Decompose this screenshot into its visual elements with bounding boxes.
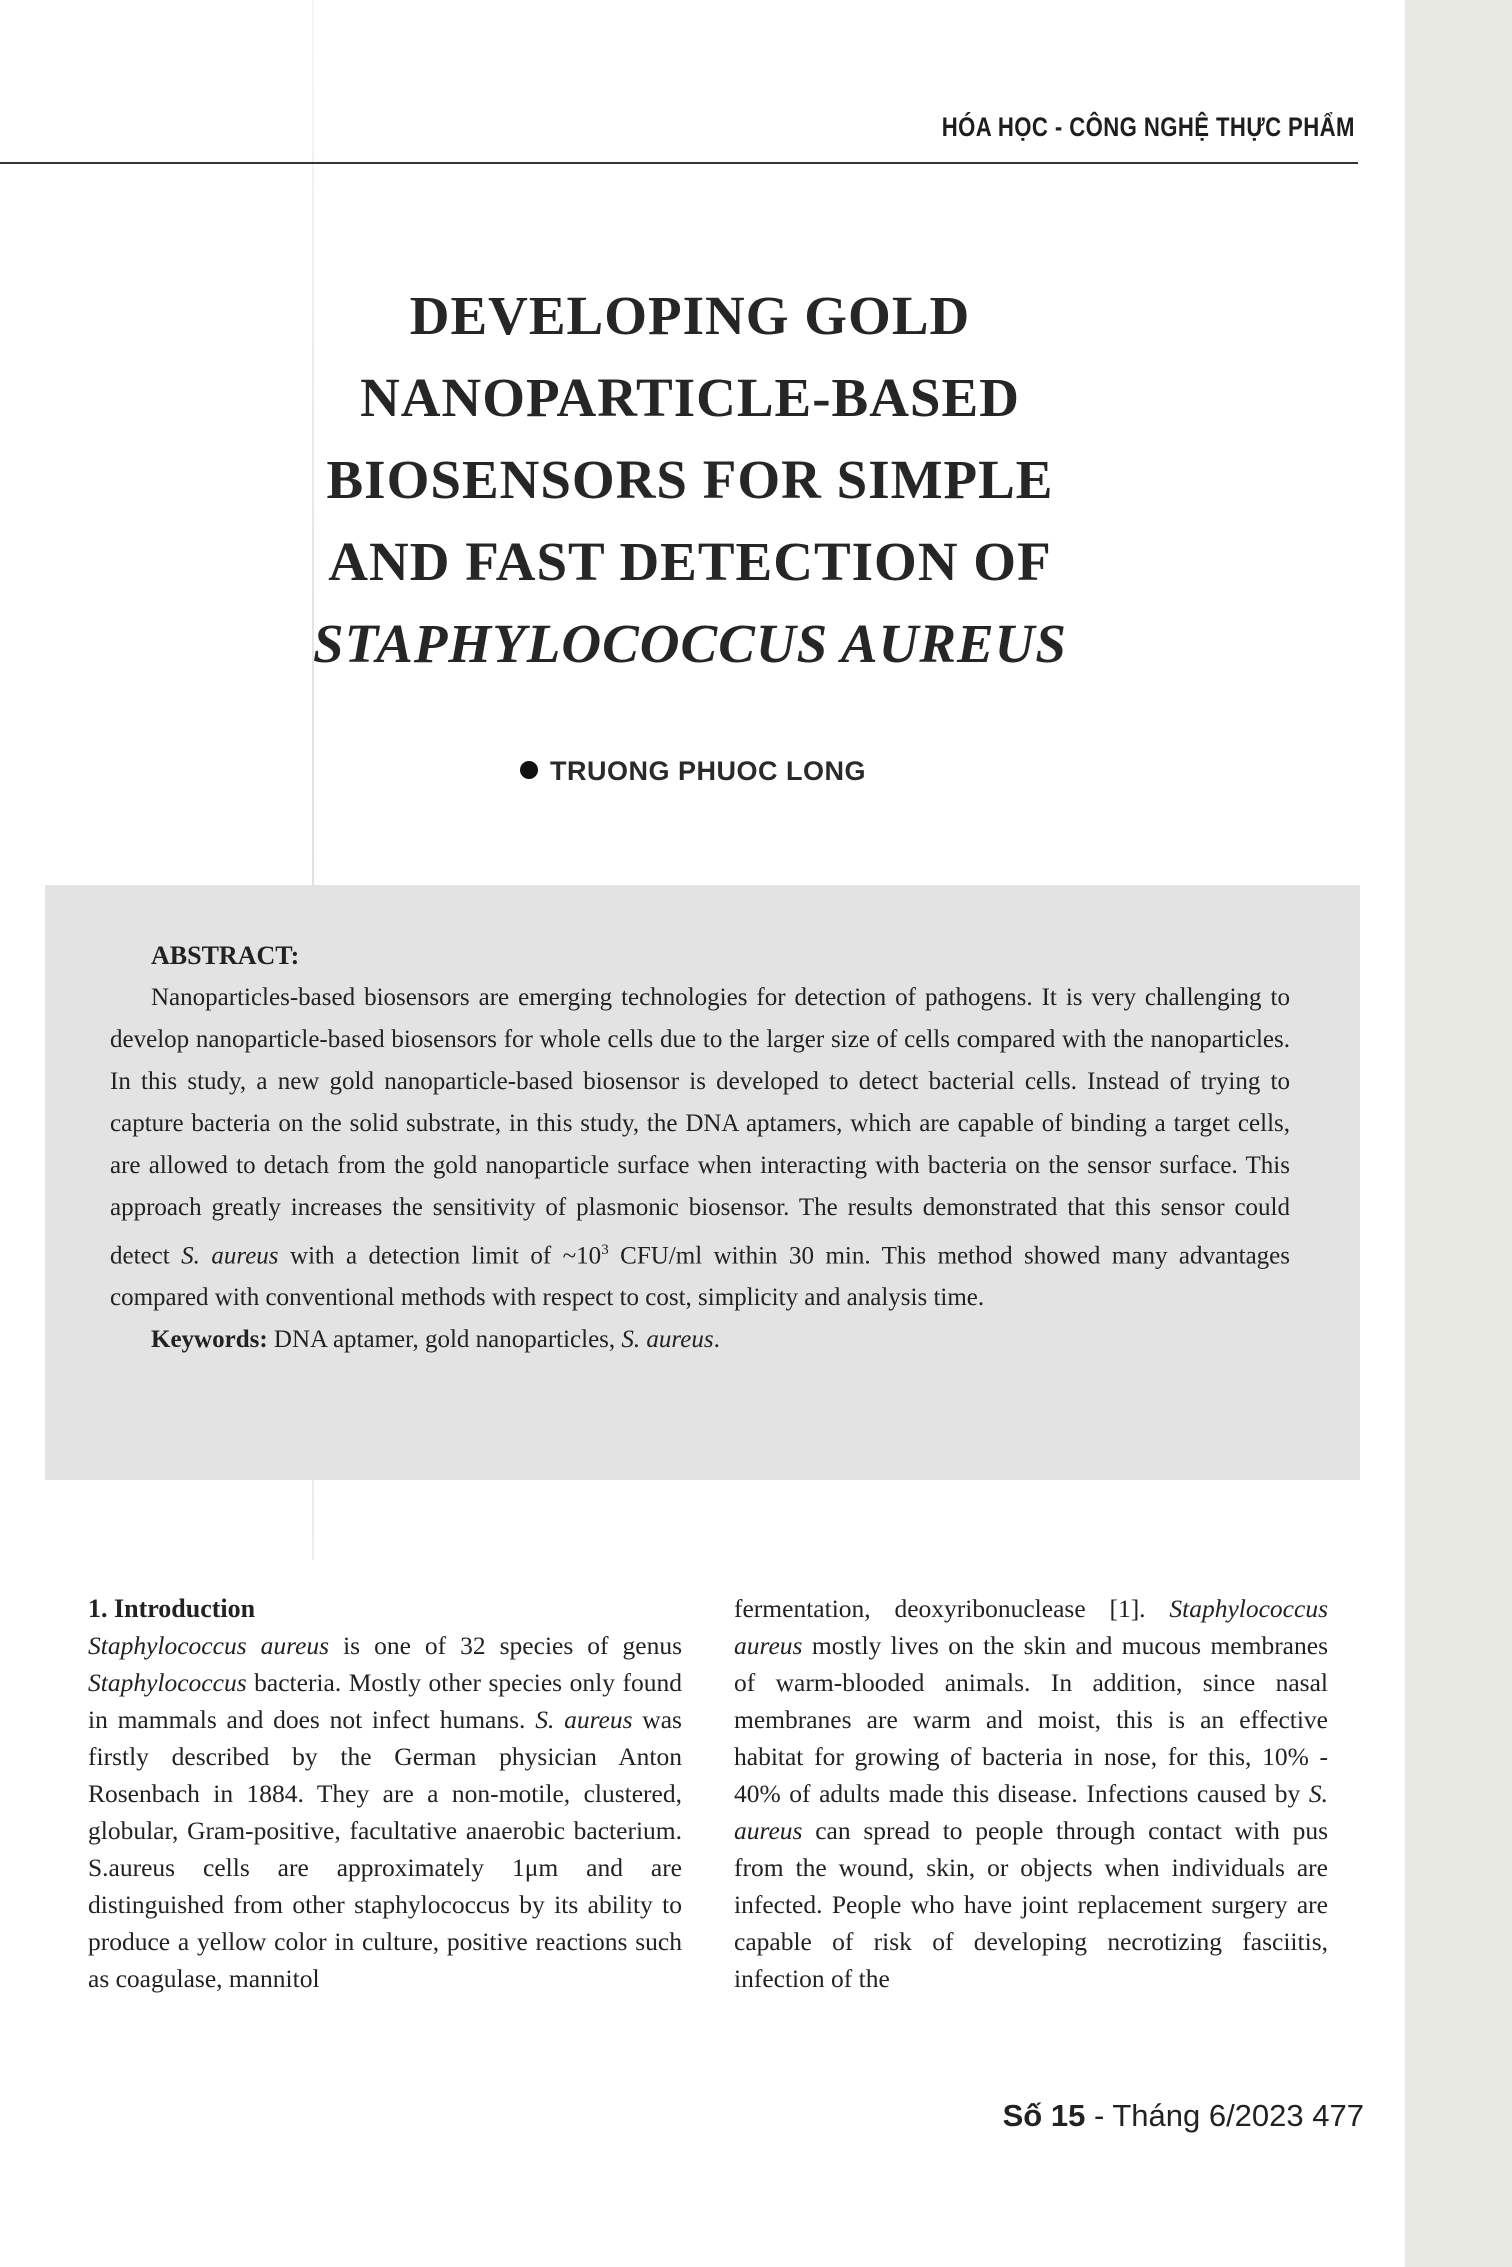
title-line: BIOSENSORS FOR SIMPLE (326, 449, 1054, 510)
paragraph-text: mostly lives on the skin and mucous membranes of warm-blooded animals. In addition, since nasal membranes are warm and moist, this is an effective habitat for growing of bacteria in nose, for this, 10% - 40% of adults made this disease. Infections caused by (734, 1631, 1328, 1808)
body-column-left (88, 1590, 682, 1997)
paragraph-text: bacteria. Mostly other species only found in mammals and does not infect humans. (88, 1668, 682, 1734)
species-name: S. aureus (535, 1705, 633, 1734)
paragraph-text: fermentation, deoxyribonuclease [1]. (734, 1594, 1170, 1623)
abstract-heading: ABSTRACT: (151, 941, 300, 970)
section-heading: 1. Introduction (88, 1594, 256, 1623)
page-footer (1003, 2098, 1364, 2134)
keywords-label: Keywords: (151, 1326, 268, 1354)
author-byline (520, 756, 866, 787)
issue-date: - Tháng 6/2023 (1085, 2098, 1313, 2133)
article-title (240, 275, 1140, 685)
header-rule (0, 162, 1358, 164)
body-column-right (734, 1590, 1328, 1997)
paragraph-text: is one of 32 species of genus (329, 1631, 682, 1660)
page-number: 477 (1312, 2098, 1364, 2133)
abstract-text-part: with a detection limit of ~10 (278, 1242, 602, 1270)
abstract-exponent: 3 (601, 1242, 609, 1258)
scan-margin (1405, 0, 1512, 2267)
title-line: NANOPARTICLE-BASED (360, 367, 1020, 428)
keywords-species: S. aureus (621, 1326, 714, 1354)
title-line: AND FAST DETECTION OF (328, 531, 1052, 592)
species-name: Staphylococcus aureus (88, 1631, 330, 1660)
abstract-text-part: Nanoparticles-based biosensors are emerging technologies for detection of pathogens. It is very challenging to develop nanoparticle-based biosensors for whole cells due to the larger size of cells compared with the nanoparticles. In this study, a new gold nanoparticle-based biosensor is developed to detect bacterial cells. Instead of trying to capture bacteria on the solid substrate, in this study, the DNA aptamers, which are capable of binding a target cells, are allowed to detach from the gold nanoparticle surface when interacting with bacteria on the sensor surface. This approach greatly increases the sensitivity of plasmonic biosensor. The results demonstrated that this sensor could detect (110, 984, 1290, 1270)
abstract-species: S. aureus (181, 1242, 279, 1270)
author-name: TRUONG PHUOC LONG (550, 756, 866, 786)
keywords-end: . (713, 1326, 720, 1354)
issue-label: Số 15 (1002, 2098, 1086, 2133)
abstract-text-part: CFU/ml within 30 min. This method showed many advantages compared with conventional methods with respect to cost, simplicity and analysis time. (110, 1242, 1290, 1312)
paragraph (734, 1590, 1328, 1997)
species-name: S. aureus (734, 1779, 1328, 1845)
paragraph (88, 1627, 682, 1997)
keywords (151, 1319, 1290, 1361)
paragraph-text: can spread to people through contact with pus from the wound, skin, or objects when individuals are infected. People who have joint replacement surgery are capable of risk of developing necrotizing fasciitis, infection of the (734, 1816, 1328, 1993)
abstract-text (110, 977, 1290, 1319)
abstract (110, 935, 1290, 1361)
keywords-text: DNA aptamer, gold nanoparticles, (267, 1326, 622, 1354)
genus-name: Staphylococcus (88, 1668, 247, 1697)
journal-section-header: HÓA HỌC - CÔNG NGHỆ THỰC PHẨM (941, 112, 1355, 142)
species-name: Staphylococcus aureus (734, 1594, 1328, 1660)
title-line-species: STAPHYLOCOCCUS AUREUS (313, 613, 1067, 674)
title-line: DEVELOPING GOLD (409, 285, 971, 346)
bullet-icon (520, 761, 538, 779)
paragraph-text: was firstly described by the German physician Anton Rosenbach in 1884. They are a non-motile, clustered, globular, Gram-positive, facultative anaerobic bacterium. S.aureus cells are approximately 1μm and are distinguished from other staphylococcus by its ability to produce a yellow color in culture, positive reactions such as coagulase, mannitol (88, 1705, 682, 1993)
